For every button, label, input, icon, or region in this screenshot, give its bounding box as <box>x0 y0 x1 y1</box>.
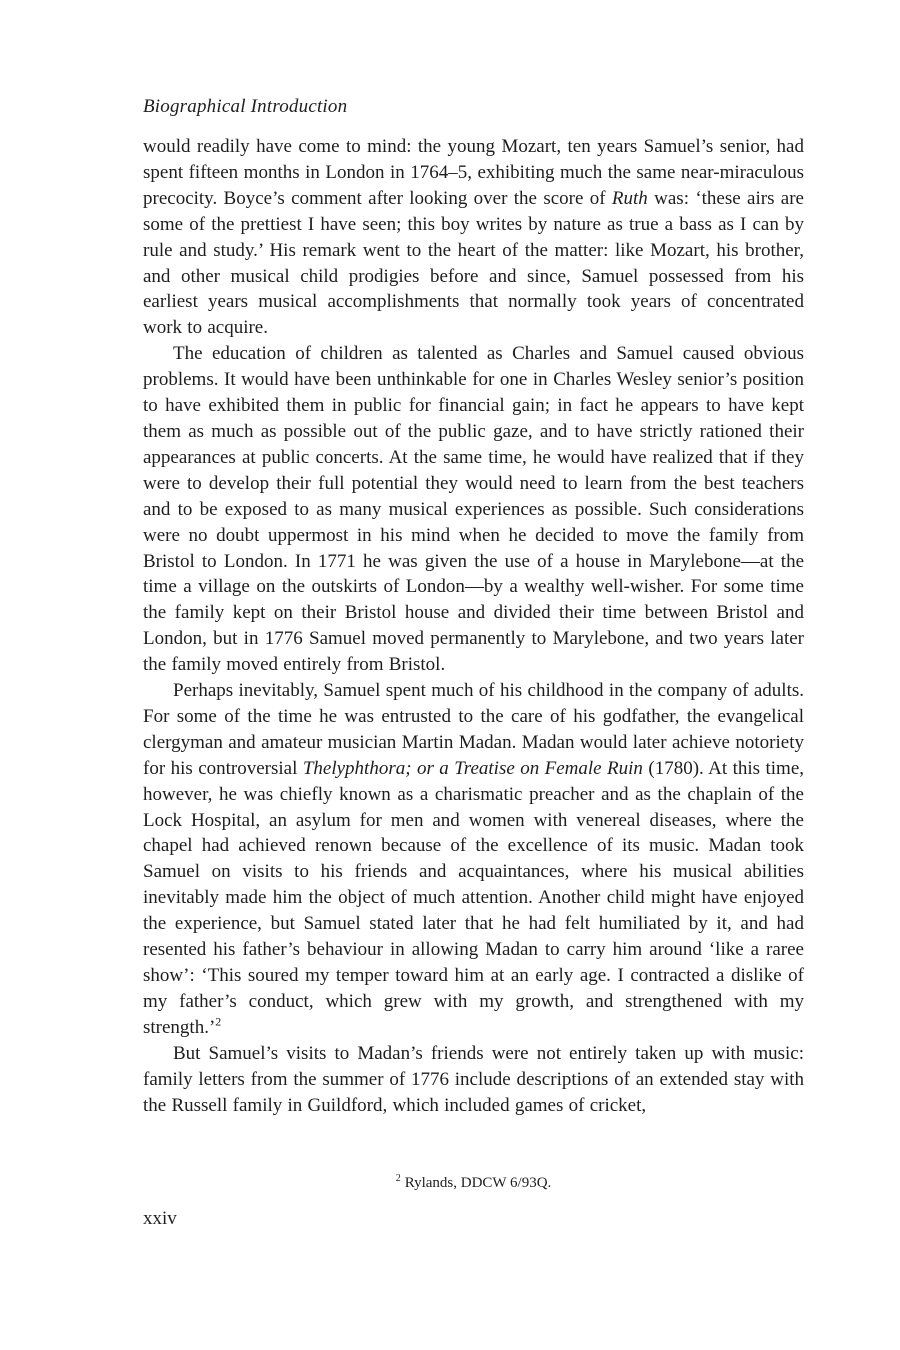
page-number: xxiv <box>143 1208 177 1229</box>
text-block <box>143 96 804 1118</box>
paragraph <box>143 341 804 678</box>
text-segment: But Samuel’s visits to Madan’s friends were not entirely taken up with music: family letters from the summer of 1776 include descriptions of an extended stay with the Russell family in Guildford, which included games of cricket, <box>143 1042 804 1116</box>
footnote-text: Rylands, DDCW 6/93Q. <box>404 1175 552 1191</box>
text-segment: Perhaps inevitably, Samuel spent much of his childhood in the company of adults. For some of the time he was entrusted to the care of his godfather, the evangelical clergyman and amateur musician Martin Madan. Madan would later achieve notoriety for his controversial <box>143 680 804 779</box>
paragraph <box>143 1041 804 1119</box>
text-segment: was: ‘these airs are some of the prettiest I have seen; this boy writes by nature as true a bass as I can by rule and study.’ His remark went to the heart of the matter: like Mozart, his brother, and other musical child prodigies before and since, Samuel possessed from his earliest years musical accomplishments that normally took years of concentrated work to acquire. <box>143 187 804 339</box>
text-segment: The education of children as talented as Charles and Samuel caused obvious problems. It would have been unthinkable for one in Charles Wesley senior’s position to have exhibited them in public for financial gain; in fact he appears to have kept them as much as possible out of the public gaze, and to have strictly rationed their appearances at public concerts. At the same time, he would have realized that if they were to develop their full potential they would need to learn from the best teachers and to be exposed to as many musical experiences as possible. Such considerations were no doubt uppermost in his mind when he decided to move the family from Bristol to London. In 1771 he was given the use of a house in Marylebone—at the time a village on the outskirts of London—by a wealthy well-wisher. For some time the family kept on their Bristol house and divided their time between Bristol and London, but in 1776 Samuel moved permanently to Marylebone, and two years later the family moved entirely from Bristol. <box>143 343 804 676</box>
italic-title: Ruth <box>611 187 648 209</box>
paragraph <box>143 678 804 1041</box>
paragraph <box>143 134 804 341</box>
body-text <box>143 134 804 1118</box>
footnote <box>143 1170 804 1192</box>
footnote-reference: 2 <box>215 1014 222 1029</box>
text-segment: (1780). At this time, however, he was chiefly known as a charismatic preacher and as the chaplain of the Lock Hospital, an asylum for men and women with venereal diseases, where the chapel had achieved renown because of the excellence of its music. Madan took Samuel on visits to his friends and acquaintances, where his musical abilities inevitably made him the object of much attention. Another child might have enjoyed the experience, but Samuel stated later that he had felt humiliated by it, and had resented his father’s behaviour in allowing Madan to carry him around ‘like a raree show’: ‘This soured my temper toward him at an early age. I contracted a dislike of my father’s conduct, which grew with my growth, and strengthened with my strength.’ <box>143 757 805 1038</box>
italic-title: Thelyphthora; or a Treatise on Female Ruin <box>302 757 643 779</box>
text-segment: would readily have come to mind: the young Mozart, ten years Samuel’s senior, had spent fifteen months in London in 1764–5, exhibiting much the same near-miraculous precocity. Boyce’s comment after looking over the score of <box>143 136 804 209</box>
running-header: Biographical Introduction <box>143 96 348 117</box>
footnote-marker: 2 <box>395 1173 401 1184</box>
